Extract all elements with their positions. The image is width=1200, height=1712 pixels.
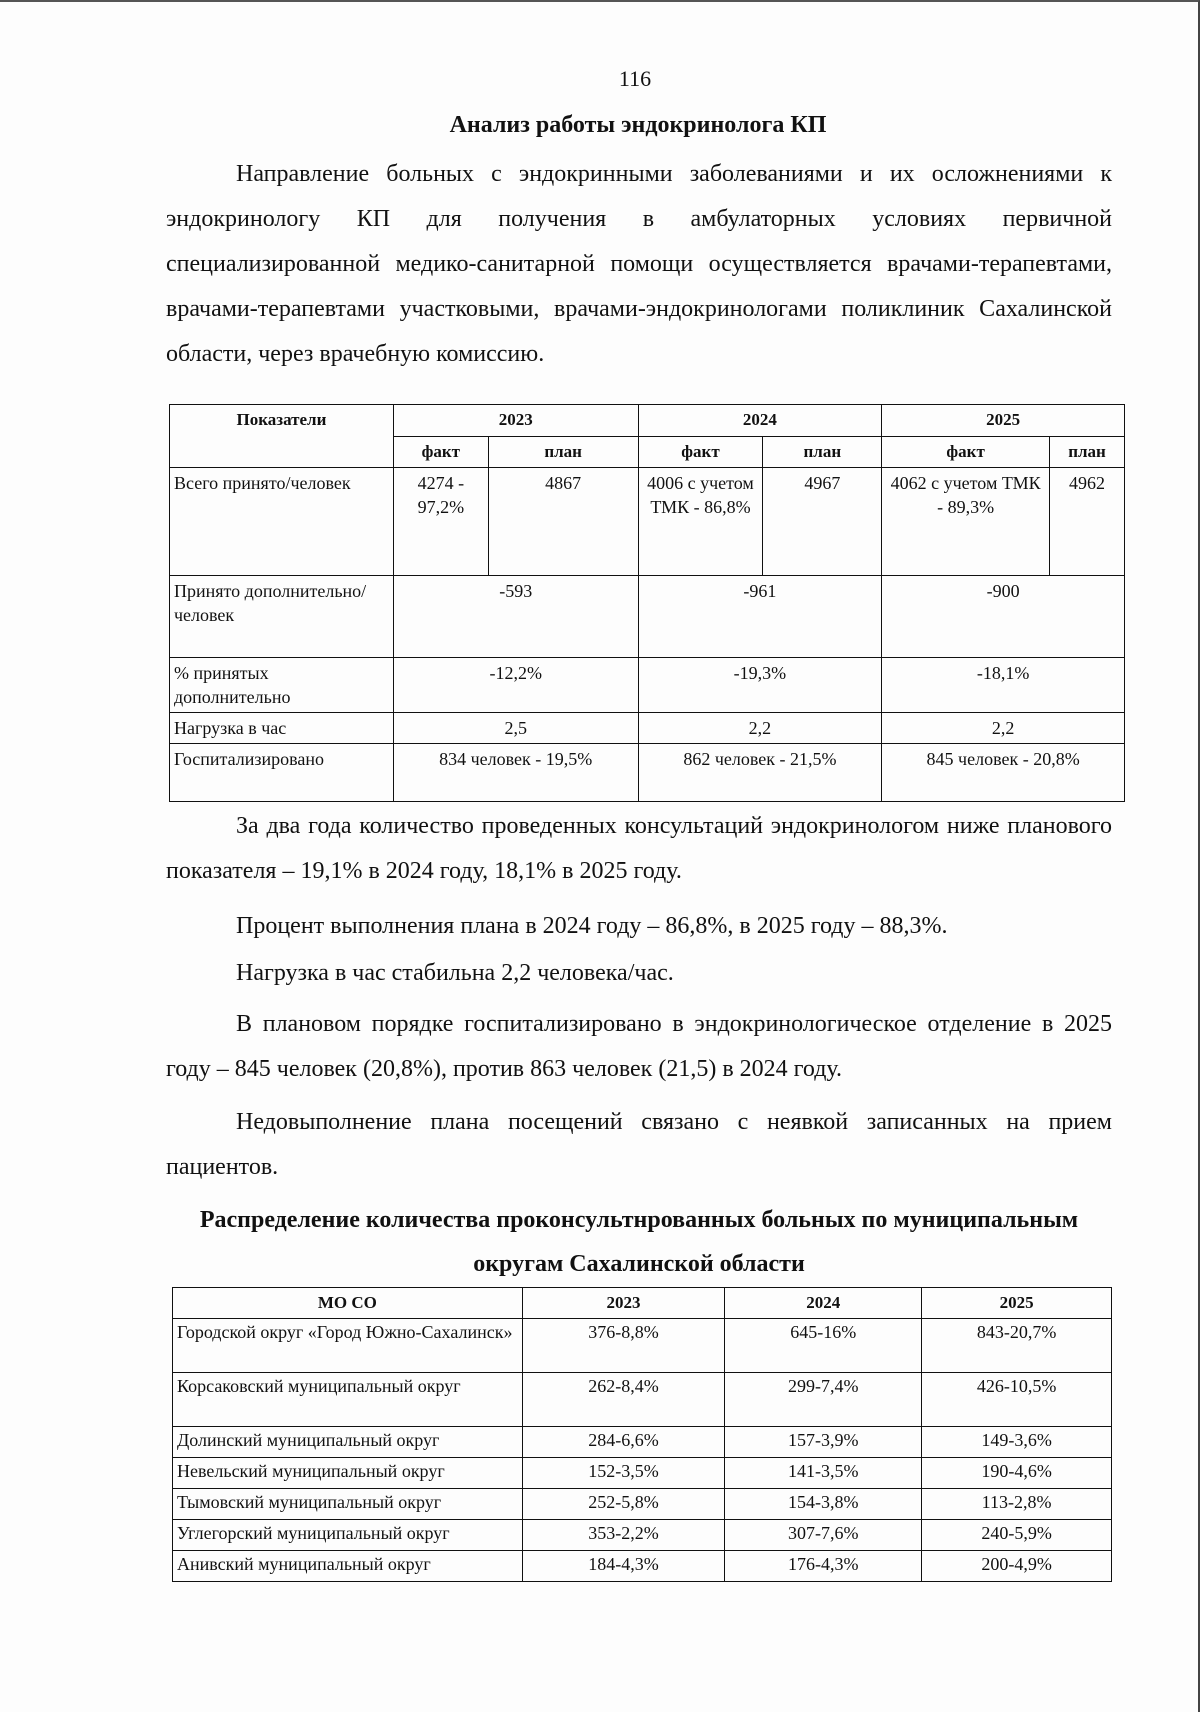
table-row (173, 1489, 1112, 1520)
cell-plan-2023: 4867 (488, 468, 638, 576)
cell-2024: 2,2 (638, 713, 882, 744)
district-name: Корсаковский муниципальный округ (173, 1373, 523, 1427)
header-indicators: Показатели (170, 405, 394, 468)
table-row (173, 1520, 1112, 1551)
cell-2025: 113-2,8% (922, 1489, 1112, 1520)
header-year-2024: 2024 (638, 405, 882, 437)
paragraph-load: Нагрузка в час стабильна 2,2 человека/час. (236, 960, 674, 986)
cell-2024: 862 человек - 21,5% (638, 744, 882, 802)
header-year-2024: 2024 (725, 1288, 922, 1319)
cell-2025: 426-10,5% (922, 1373, 1112, 1427)
cell-2024: 307-7,6% (725, 1520, 922, 1551)
cell-2023: -593 (393, 576, 638, 658)
table-row (173, 1551, 1112, 1582)
cell-2024: -961 (638, 576, 882, 658)
header-year-2025: 2025 (882, 405, 1125, 437)
cell-2023: 184-4,3% (522, 1551, 725, 1582)
paragraph-underperformance: Недовыполнение плана посещений связано с неявкой записанных на прием пациентов. (166, 1109, 1112, 1180)
page-title: Анализ работы эндокринолога КП (449, 112, 827, 138)
district-distribution-table (172, 1287, 1112, 1582)
row-label: Госпитализировано (170, 744, 394, 802)
cell-fact-2023: 4274 - 97,2% (393, 468, 488, 576)
header-year-2023: 2023 (393, 405, 638, 437)
cell-2024: -19,3% (638, 658, 882, 713)
header-fact-2025: факт (882, 437, 1050, 468)
table-row (170, 744, 1125, 802)
cell-plan-2025: 4962 (1050, 468, 1125, 576)
page-number: 116 (618, 66, 652, 91)
cell-plan-2024: 4967 (763, 468, 882, 576)
cell-2023: 152-3,5% (522, 1458, 725, 1489)
table-row (170, 468, 1125, 576)
cell-2024: 141-3,5% (725, 1458, 922, 1489)
cell-2024: 157-3,9% (725, 1427, 922, 1458)
district-name: Городской округ «Город Южно-Сахалинск» (173, 1319, 523, 1373)
cell-fact-2024: 4006 с учетом ТМК - 86,8% (638, 468, 763, 576)
cell-2025: 200-4,9% (922, 1551, 1112, 1582)
cell-2023: 376-8,8% (522, 1319, 725, 1373)
table-row (173, 1458, 1112, 1489)
row-label: Нагрузка в час (170, 713, 394, 744)
endocrinologist-work-table (169, 404, 1125, 802)
cell-2025: 845 человек - 20,8% (882, 744, 1125, 802)
cell-2023: 834 человек - 19,5% (393, 744, 638, 802)
paragraph-plan-percent: Процент выполнения плана в 2024 году – 86,8%, в 2025 году – 88,3%. (236, 913, 948, 939)
district-name: Тымовский муниципальный округ (173, 1489, 523, 1520)
district-name: Долинский муниципальный округ (173, 1427, 523, 1458)
cell-2023: 262-8,4% (522, 1373, 725, 1427)
table-row (170, 713, 1125, 744)
row-label: Принято дополнительно/человек (170, 576, 394, 658)
district-name: Невельский муниципальный округ (173, 1458, 523, 1489)
table-row (173, 1319, 1112, 1373)
intro-paragraph: Направление больных с эндокринными заболеваниями и их осложнениями к эндокринологу КП для получения в амбулаторных условиях первичной специализированной медико-санитарной помощи осуществляется врачами-терапевтами, врачами-терапевтами участковыми, врачами-эндокринологами поликлиник Сахалинской области, через врачебную комиссию. (166, 161, 1112, 367)
paragraph-hospitalized: В плановом порядке госпитализировано в эндокринологическое отделение в 2025 году – 845 человек (20,8%), против 863 человек (21,5) в 2024 году. (166, 1011, 1112, 1082)
cell-fact-2025: 4062 с учетом ТМК - 89,3% (882, 468, 1050, 576)
header-district: МО СО (173, 1288, 523, 1319)
cell-2025: 190-4,6% (922, 1458, 1112, 1489)
table-row (170, 658, 1125, 713)
cell-2024: 176-4,3% (725, 1551, 922, 1582)
header-year-2023: 2023 (522, 1288, 725, 1319)
section-title: Распределение количества проконсультнрованных больных по муниципальным округам Сахалинской области (199, 1207, 1079, 1277)
paragraph-two-years: За два года количество проведенных консультаций эндокринологом ниже планового показателя – 19,1% в 2024 году, 18,1% в 2025 году. (166, 813, 1112, 884)
cell-2023: 353-2,2% (522, 1520, 725, 1551)
row-label: Всего принято/человек (170, 468, 394, 576)
row-label: % принятых дополнительно (170, 658, 394, 713)
cell-2025: 843-20,7% (922, 1319, 1112, 1373)
cell-2025: -18,1% (882, 658, 1125, 713)
cell-2025: 149-3,6% (922, 1427, 1112, 1458)
header-plan-2024: план (763, 437, 882, 468)
table-row (170, 576, 1125, 658)
cell-2023: 2,5 (393, 713, 638, 744)
header-year-2025: 2025 (922, 1288, 1112, 1319)
table-row (173, 1373, 1112, 1427)
cell-2023: 284-6,6% (522, 1427, 725, 1458)
header-fact-2023: факт (393, 437, 488, 468)
cell-2025: 240-5,9% (922, 1520, 1112, 1551)
header-plan-2023: план (488, 437, 638, 468)
cell-2024: 645-16% (725, 1319, 922, 1373)
district-name: Углегорский муниципальный округ (173, 1520, 523, 1551)
cell-2023: -12,2% (393, 658, 638, 713)
cell-2024: 299-7,4% (725, 1373, 922, 1427)
district-name: Анивский муниципальный округ (173, 1551, 523, 1582)
header-plan-2025: план (1050, 437, 1125, 468)
cell-2025: -900 (882, 576, 1125, 658)
cell-2024: 154-3,8% (725, 1489, 922, 1520)
header-fact-2024: факт (638, 437, 763, 468)
cell-2025: 2,2 (882, 713, 1125, 744)
cell-2023: 252-5,8% (522, 1489, 725, 1520)
table-row (173, 1427, 1112, 1458)
